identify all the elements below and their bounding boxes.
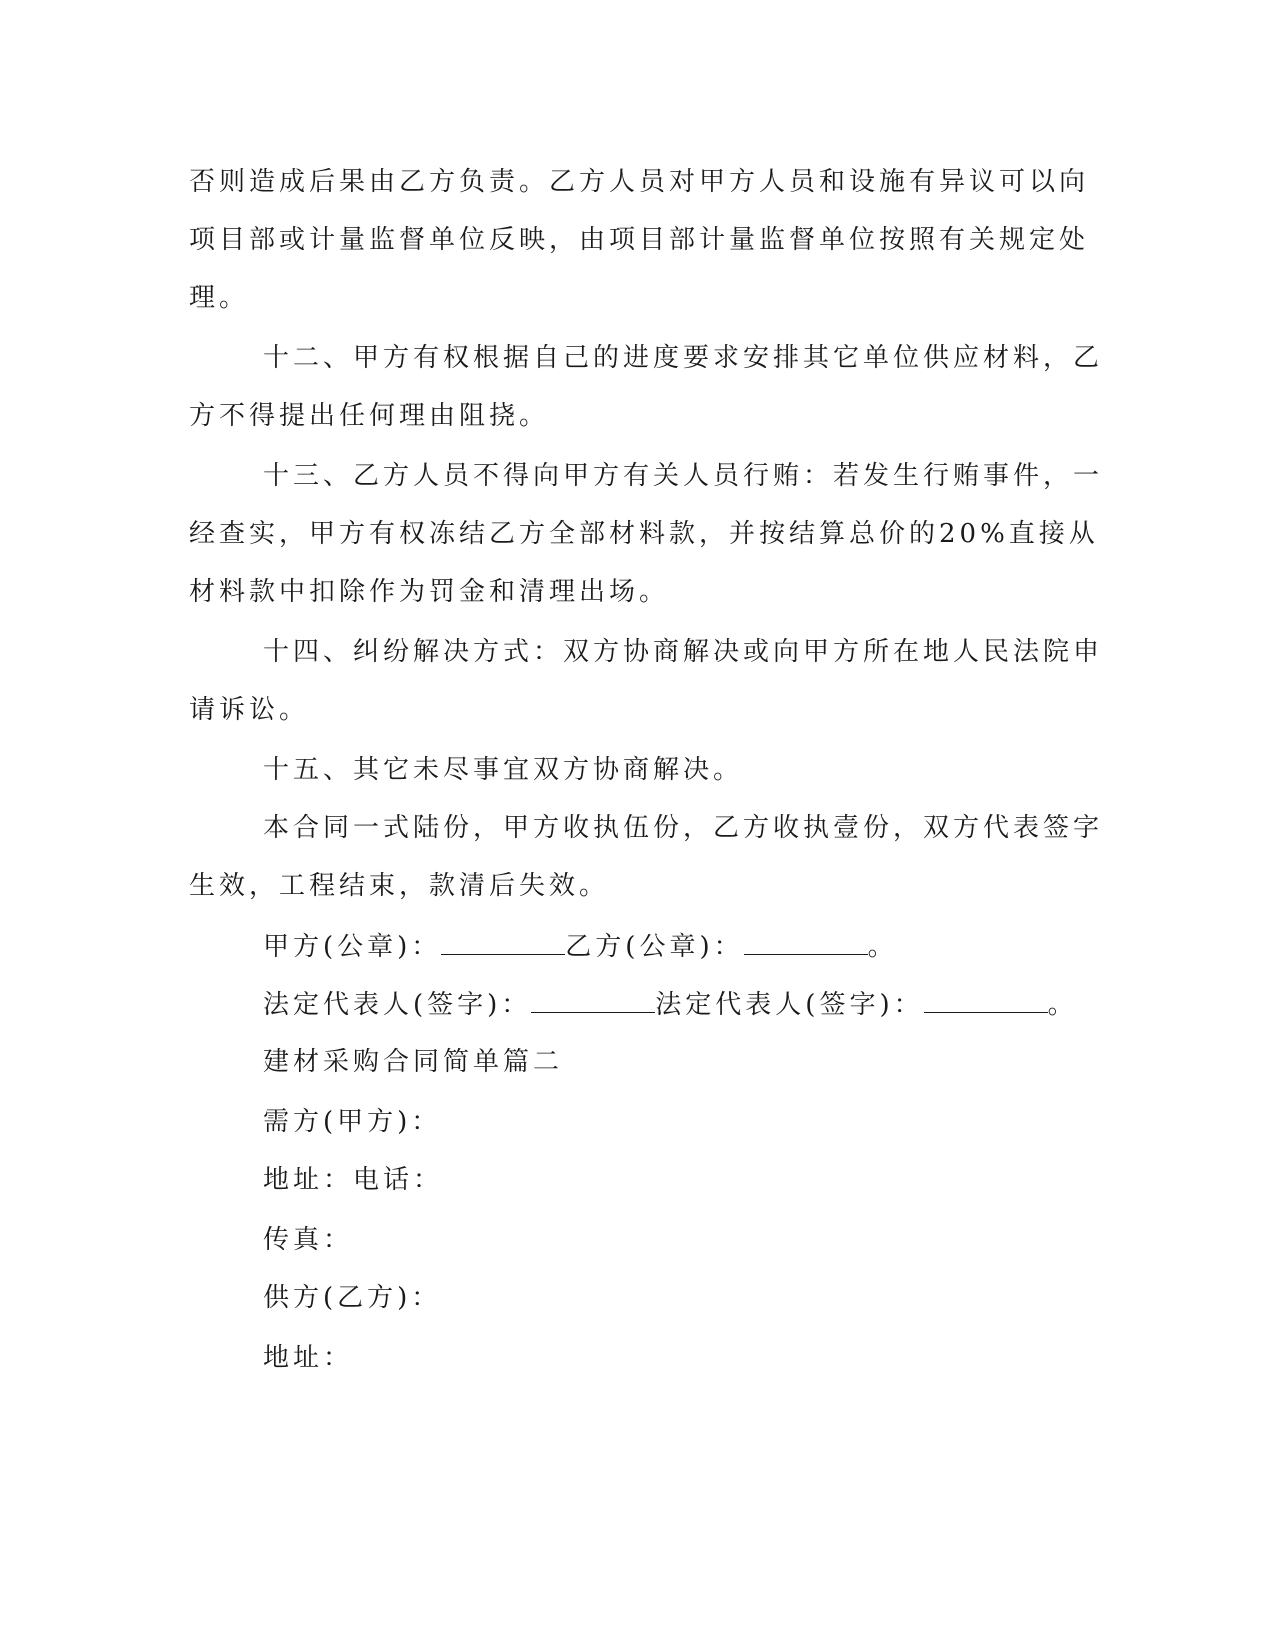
party-a-seal-label: 甲方(公章)： [263, 932, 442, 962]
clause-14-line: 请诉讼。 [189, 695, 310, 725]
buyer-field: 需方(甲方)： [263, 1107, 442, 1137]
seal-line [263, 930, 1163, 962]
party-b-seal-blank[interactable] [744, 930, 868, 955]
clause-13-line: 十三、乙方人员不得向甲方有关人员行贿：若发生行贿事件，一 [263, 461, 1104, 491]
rep-a-blank[interactable] [531, 988, 655, 1013]
rep-b-label: 法定代表人(签字)： [655, 990, 924, 1020]
end-mark: 。 [1047, 990, 1078, 1020]
paragraph-line: 项目部或计量监督单位反映，由项目部计量监督单位按照有关规定处 [189, 225, 1090, 255]
supplier-field: 供方(乙方)： [263, 1283, 442, 1313]
party-a-seal-blank[interactable] [441, 930, 565, 955]
paragraph-line: 否则造成后果由乙方负责。乙方人员对甲方人员和设施有异议可以向 [189, 167, 1090, 197]
address-phone-field: 地址：电话： [263, 1165, 444, 1195]
copies-line: 本合同一式陆份，甲方收执伍份，乙方收执壹份，双方代表签字 [263, 813, 1104, 843]
section-title: 建材采购合同简单篇二 [263, 1047, 564, 1077]
copies-line: 生效，工程结束，款清后失效。 [189, 871, 610, 901]
clause-14-line: 十四、纠纷解决方式：双方协商解决或向甲方所在地人民法院申 [263, 637, 1104, 667]
clause-15-line: 十五、其它未尽事宜双方协商解决。 [263, 755, 744, 785]
paragraph-line: 理。 [189, 283, 250, 313]
clause-12-line: 十二、甲方有权根据自己的进度要求安排其它单位供应材料，乙 [263, 343, 1104, 373]
representative-line [263, 988, 1163, 1020]
rep-b-blank[interactable] [924, 988, 1048, 1013]
fax-field: 传真： [263, 1225, 354, 1255]
clause-13-line: 经查实，甲方有权冻结乙方全部材料款，并按结算总价的20%直接从 [189, 519, 1099, 549]
clause-12-line: 方不得提出任何理由阻挠。 [189, 401, 550, 431]
end-mark: 。 [867, 932, 898, 962]
address-field: 地址： [263, 1343, 354, 1373]
rep-a-label: 法定代表人(签字)： [263, 990, 532, 1020]
clause-13-line: 材料款中扣除作为罚金和清理出场。 [189, 577, 670, 607]
party-b-seal-label: 乙方(公章)： [565, 932, 744, 962]
